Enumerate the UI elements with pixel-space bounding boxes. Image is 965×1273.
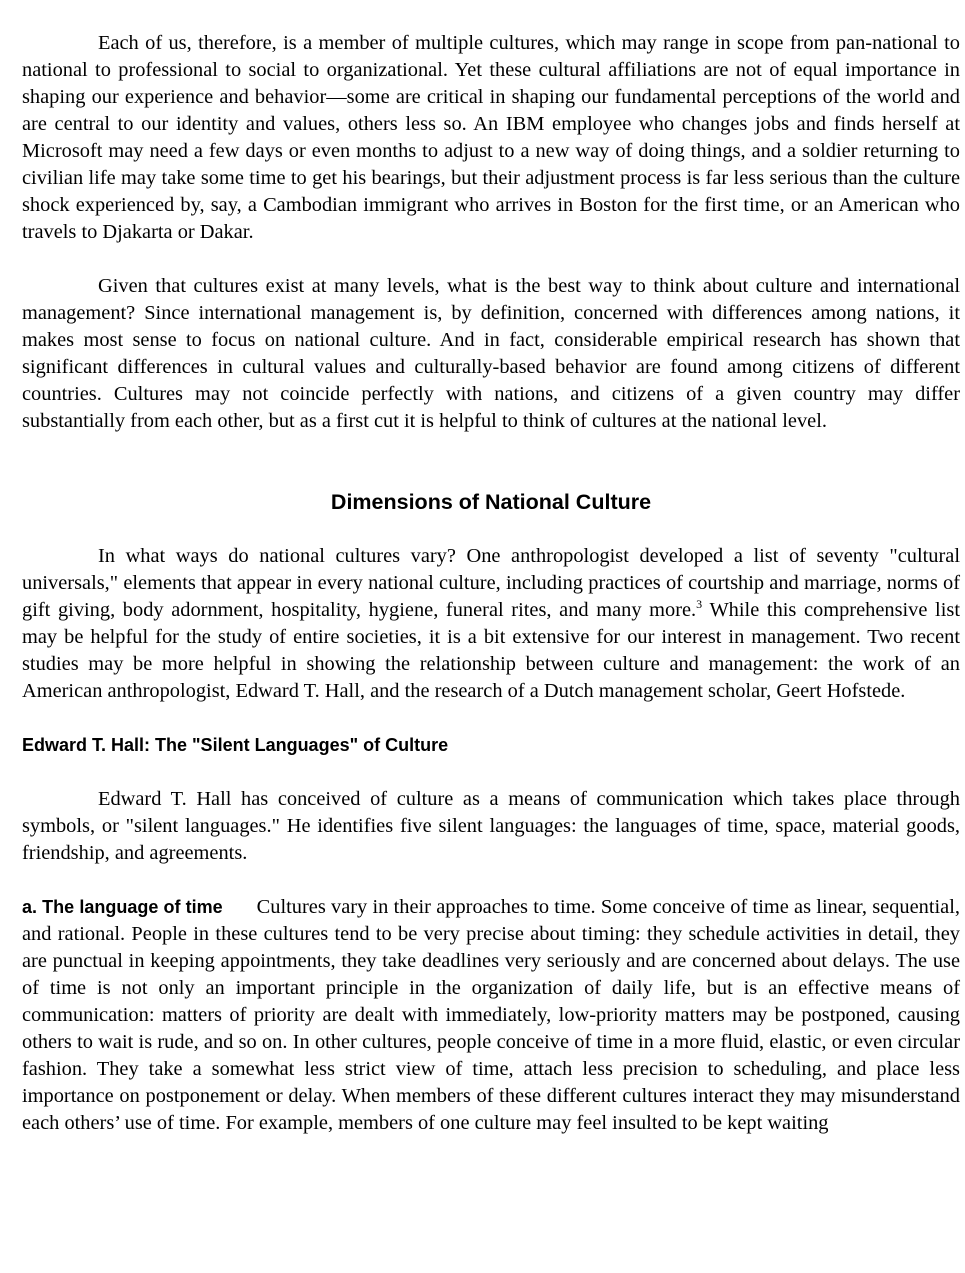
paragraph-national-culture: Given that cultures exist at many levels, what is the best way to think about culture and international management? Since international management is, by definition, concerned with differences among nations, it makes most sense to focus on national culture. And in fact, considerable empirical research has shown that significant differences in cultural values and culturally-based behavior are found among citizens of different countries. Cultures may not coincide perfectly with nations, and citizens of a given country may differ substantially from each other, but as a first cut it is helpful to think of cultures at the national level. — [22, 275, 960, 432]
paragraph-text-part-2: While this comprehensive list may be helpful for the study of entire societies, it is a bit extensive for our interest in management. Two recent studies may be more helpful in showing the relationship between culture and management: the work of an American anthropologist, Edward T. Hall, and the research of a Dutch management scholar, Geert Hofstede. — [22, 599, 960, 702]
paragraph-silent-languages: Edward T. Hall has conceived of culture as a means of communication which takes place through symbols, or "silent languages." He identifies five silent languages: the languages of time, space, material goods, friendship, and agreements. — [22, 788, 960, 864]
section-heading: Dimensions of National Culture — [330, 490, 652, 514]
paragraph-multiple-cultures: Each of us, therefore, is a member of multiple cultures, which may range in scope from pan-national to national to professional to social to organizational. Yet these cultural affiliations are not of equal importance in shaping our experience and behavior—some are critical in shaping our fundamental perceptions of the world and are central to our identity and values, others less so. An IBM employee who changes jobs and finds herself at Microsoft may need a few days or even months to adjust to a new way of doing things, and a soldier returning to civilian life may take some time to get his bearings, but their adjustment process is far less serious than the culture shock experienced by, say, a Cambodian immigrant who arrives in Boston for the first time, or an American who travels to Djakarta or Dakar. — [22, 32, 960, 243]
document-page — [22, 30, 960, 1137]
run-in-heading: a. The language of time — [22, 897, 223, 917]
subsection-heading: Edward T. Hall: The "Silent Languages" of Culture — [22, 735, 449, 755]
paragraph-text-part-1: In what ways do national cultures vary? One anthropologist developed a list of seventy "cultural universals," elements that appear in every national culture, including practices of courtship and marriage, norms of gift giving, body adornment, hospitality, hygiene, funeral rites, and many more. — [22, 545, 960, 621]
footnote-marker: 3 — [696, 597, 703, 612]
paragraph-language-of-time — [22, 894, 960, 1137]
paragraph-language-of-time-text: Cultures vary in their approaches to time. Some conceive of time as linear, sequential, and rational. People in these cultures tend to be very precise about timing: they schedule activities in detail, they are punctual in keeping appointments, they take deadlines very seriously and are concerned about delays. The use of time is not only an important principle in the organization of daily life, but is an effective means of communication: matters of priority are dealt with immediately, low-priority matters may be postponed, causing others to wait is rude, and so on. In other cultures, people conceive of time in a more fluid, elastic, or even circular fashion. They take a somewhat less strict view of time, attach less precision to scheduling, and place less importance on postponement or delay. When members of these different cultures interact they may misunderstand each others’ use of time. For example, members of one culture may feel insulted to be kept waiting — [22, 896, 960, 1134]
paragraph-cultural-universals — [22, 543, 960, 705]
